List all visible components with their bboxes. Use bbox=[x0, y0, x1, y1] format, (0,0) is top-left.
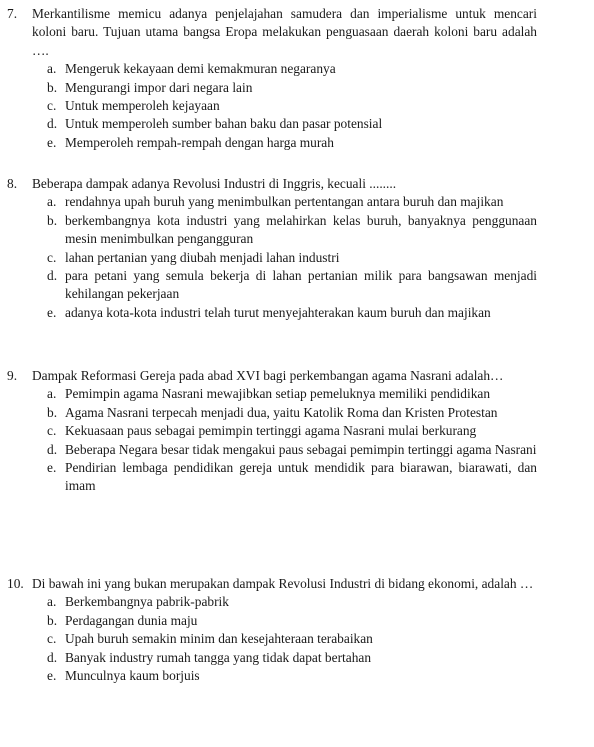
option-b bbox=[7, 612, 537, 630]
option-d bbox=[7, 649, 537, 667]
option-a bbox=[7, 385, 537, 403]
option-text: Berkembangnya pabrik-pabrik bbox=[65, 594, 229, 610]
option-c bbox=[7, 422, 537, 440]
option-b bbox=[7, 79, 537, 97]
option-e bbox=[7, 304, 537, 322]
option-text: Beberapa Negara besar tidak mengakui paus sebagai pemimpin tertinggi agama Nasrani bbox=[65, 441, 537, 457]
option-text: Upah buruh semakin minim dan kesejahteraan terabaikan bbox=[65, 631, 373, 647]
option-letter: b. bbox=[47, 79, 58, 95]
question-10 bbox=[7, 575, 537, 685]
question-stem bbox=[7, 5, 537, 60]
option-letter: a. bbox=[47, 386, 57, 402]
option-letter: b. bbox=[47, 212, 58, 228]
option-e bbox=[7, 134, 537, 152]
option-text: para petani yang semula bekerja di lahan pertanian milik para bangsawan menjadi kehilangan pekerjaan bbox=[65, 268, 537, 302]
option-letter: a. bbox=[47, 61, 57, 77]
option-letter: a. bbox=[47, 594, 57, 610]
option-b bbox=[7, 404, 537, 422]
option-text: Kekuasaan paus sebagai pemimpin tertinggi agama Nasrani mulai berkurang bbox=[65, 423, 477, 439]
option-letter: b. bbox=[47, 404, 58, 420]
option-letter: c. bbox=[47, 631, 57, 647]
question-number: 8. bbox=[7, 176, 18, 191]
option-text: Munculnya kaum borjuis bbox=[65, 668, 200, 684]
option-list bbox=[7, 60, 537, 152]
option-text: lahan pertanian yang diubah menjadi lahan industri bbox=[65, 249, 340, 265]
option-letter: d. bbox=[47, 268, 58, 284]
option-d bbox=[7, 441, 537, 459]
option-text: adanya kota-kota industri telah turut menyejahterakan kaum buruh dan majikan bbox=[65, 304, 491, 320]
option-letter: b. bbox=[47, 612, 58, 628]
option-letter: c. bbox=[47, 98, 57, 114]
option-list bbox=[7, 385, 537, 495]
option-letter: e. bbox=[47, 460, 57, 476]
option-text: berkembangnya kota industri yang melahirkan kelas buruh, banyaknya penggunaan mesin menimbulkan pengangguran bbox=[65, 212, 537, 247]
question-number: 7. bbox=[7, 6, 18, 21]
option-list bbox=[7, 593, 537, 685]
option-letter: e. bbox=[47, 134, 57, 150]
option-letter: c. bbox=[47, 249, 57, 265]
question-8 bbox=[7, 175, 537, 322]
option-a bbox=[7, 593, 537, 611]
option-text: Mengurangi impor dari negara lain bbox=[65, 79, 253, 95]
question-text: Merkantilisme memicu adanya penjelajahan samudera dan imperialisme untuk mencari koloni baru. Tujuan utama bangsa Eropa melakukan penguasaan daerah koloni baru adalah …. bbox=[32, 6, 537, 58]
option-text: Perdagangan dunia maju bbox=[65, 612, 198, 628]
question-text: Beberapa dampak adanya Revolusi Industri di Inggris, kecuali ........ bbox=[32, 176, 397, 191]
option-d bbox=[7, 267, 537, 304]
option-letter: d. bbox=[47, 649, 58, 665]
question-stem bbox=[7, 175, 537, 193]
question-7 bbox=[7, 5, 537, 152]
option-letter: d. bbox=[47, 441, 58, 457]
question-stem bbox=[7, 367, 537, 385]
option-a bbox=[7, 60, 537, 78]
option-e bbox=[7, 667, 537, 685]
option-text: Mengeruk kekayaan demi kemakmuran negaranya bbox=[65, 61, 336, 77]
option-text: Agama Nasrani terpecah menjadi dua, yaitu Katolik Roma dan Kristen Protestan bbox=[65, 404, 498, 420]
option-c bbox=[7, 97, 537, 115]
option-letter: c. bbox=[47, 423, 57, 439]
question-9 bbox=[7, 367, 537, 496]
option-a bbox=[7, 193, 537, 211]
question-number: 10. bbox=[7, 576, 24, 591]
option-text: rendahnya upah buruh yang menimbulkan pertentangan antara buruh dan majikan bbox=[65, 194, 504, 210]
option-letter: a. bbox=[47, 194, 57, 210]
option-c bbox=[7, 249, 537, 267]
option-text: Memperoleh rempah-rempah dengan harga murah bbox=[65, 134, 334, 150]
question-text: Di bawah ini yang bukan merupakan dampak Revolusi Industri di bidang ekonomi, adalah … bbox=[32, 576, 534, 591]
question-number: 9. bbox=[7, 368, 18, 383]
option-letter: e. bbox=[47, 668, 57, 684]
option-letter: e. bbox=[47, 304, 57, 320]
question-text: Dampak Reformasi Gereja pada abad XVI bagi perkembangan agama Nasrani adalah… bbox=[32, 368, 504, 383]
option-text: Banyak industry rumah tangga yang tidak dapat bertahan bbox=[65, 649, 372, 665]
question-stem bbox=[7, 575, 537, 593]
option-text: Untuk memperoleh sumber bahan baku dan pasar potensial bbox=[65, 116, 383, 132]
option-c bbox=[7, 630, 537, 648]
option-list bbox=[7, 193, 537, 322]
option-text: Pemimpin agama Nasrani mewajibkan setiap pemeluknya memiliki pendidikan bbox=[65, 386, 491, 402]
option-letter: d. bbox=[47, 116, 58, 132]
option-e bbox=[7, 459, 537, 496]
option-text: Untuk memperoleh kejayaan bbox=[65, 98, 220, 114]
option-text: Pendirian lembaga pendidikan gereja untuk mendidik para biarawan, biarawati, dan imam bbox=[65, 460, 537, 494]
option-d bbox=[7, 115, 537, 133]
option-b bbox=[7, 212, 537, 249]
